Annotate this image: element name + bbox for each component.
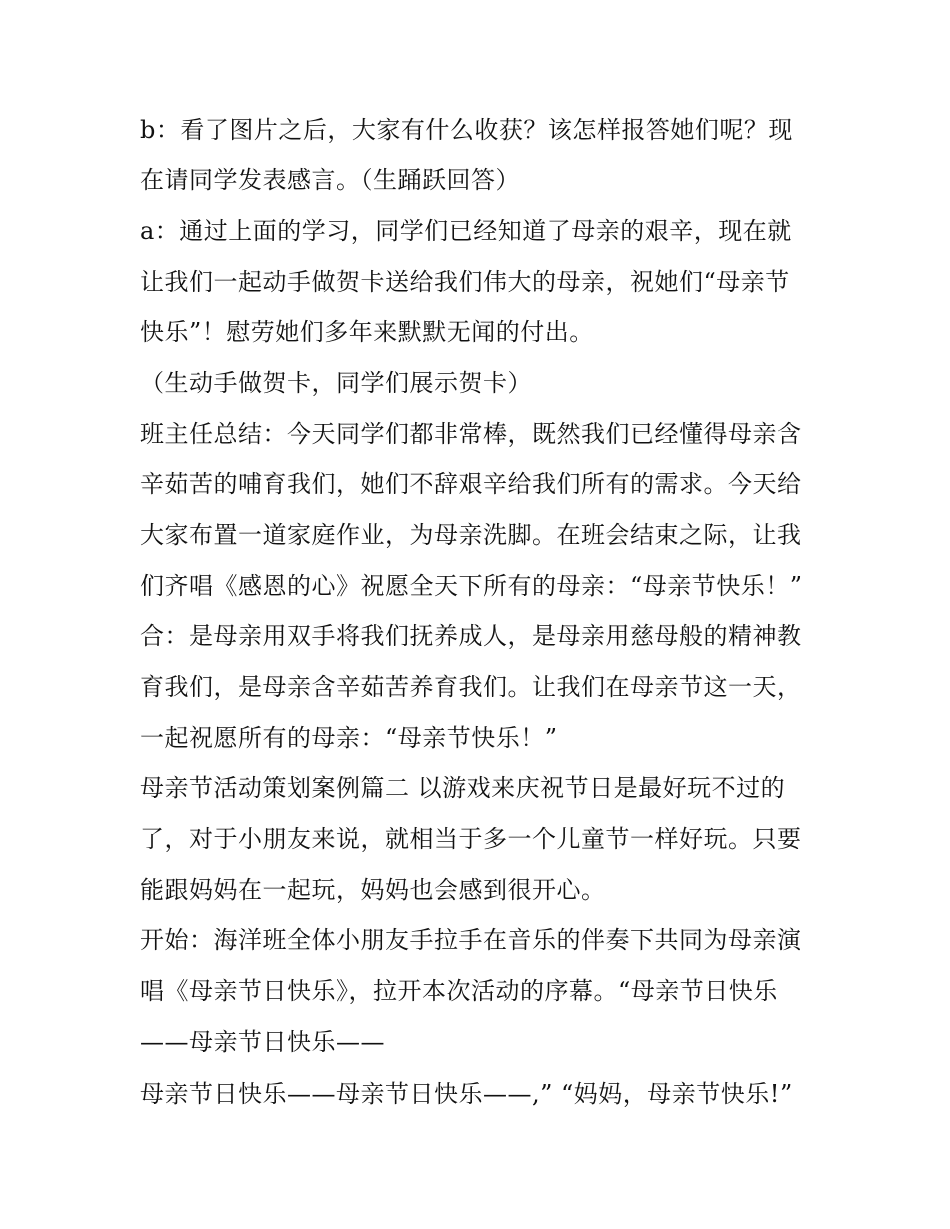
- text-line: 了，对于小朋友来说，就相当于多一个儿童节一样好玩。只要: [140, 825, 802, 853]
- text-line: 班主任总结：今天同学们都非常棒，既然我们已经懂得母亲含: [140, 420, 802, 448]
- text-line: 辛茹苦的哺育我们，她们不辞艰辛给我们所有的需求。今天给: [140, 470, 802, 498]
- text-line: b：看了图片之后，大家有什么收获？该怎样报答她们呢？现: [140, 116, 793, 144]
- text-line: 开始：海洋班全体小朋友手拉手在音乐的伴奏下共同为母亲演: [140, 926, 802, 954]
- text-line: 一起祝愿所有的母亲：“母亲节快乐！”: [140, 724, 558, 752]
- text-line: 育我们，是母亲含辛茹苦养育我们。让我们在母亲节这一天，: [140, 673, 802, 701]
- text-line: （生动手做贺卡，同学们展示贺卡）: [140, 369, 532, 397]
- text-line: 让我们一起动手做贺卡送给我们伟大的母亲，祝她们“母亲节: [140, 268, 790, 296]
- text-line: 大家布置一道家庭作业，为母亲洗脚。在班会结束之际，让我: [140, 521, 802, 549]
- text-line: a：通过上面的学习，同学们已经知道了母亲的艰辛，现在就: [140, 217, 792, 245]
- text-line: 唱《母亲节日快乐》，拉开本次活动的序幕。“母亲节日快乐: [140, 977, 778, 1005]
- text-line: 母亲节活动策划案例篇二 以游戏来庆祝节日是最好玩不过的: [140, 774, 786, 802]
- text-line: ——母亲节日快乐——: [140, 1028, 385, 1056]
- text-line: 们齐唱《感恩的心》祝愿全天下所有的母亲：“母亲节快乐！”: [140, 572, 803, 600]
- text-line: 在请同学发表感言。（生踊跃回答）: [140, 166, 520, 194]
- text-line: 能跟妈妈在一起玩，妈妈也会感到很开心。: [140, 876, 606, 904]
- text-line: 母亲节日快乐——母亲节日快乐——,” “妈妈，母亲节快乐!”: [140, 1080, 793, 1108]
- text-line: 合：是母亲用双手将我们抚养成人，是母亲用慈母般的精神教: [140, 622, 802, 650]
- text-line: 快乐”！慰劳她们多年来默默无闻的付出。: [140, 318, 594, 346]
